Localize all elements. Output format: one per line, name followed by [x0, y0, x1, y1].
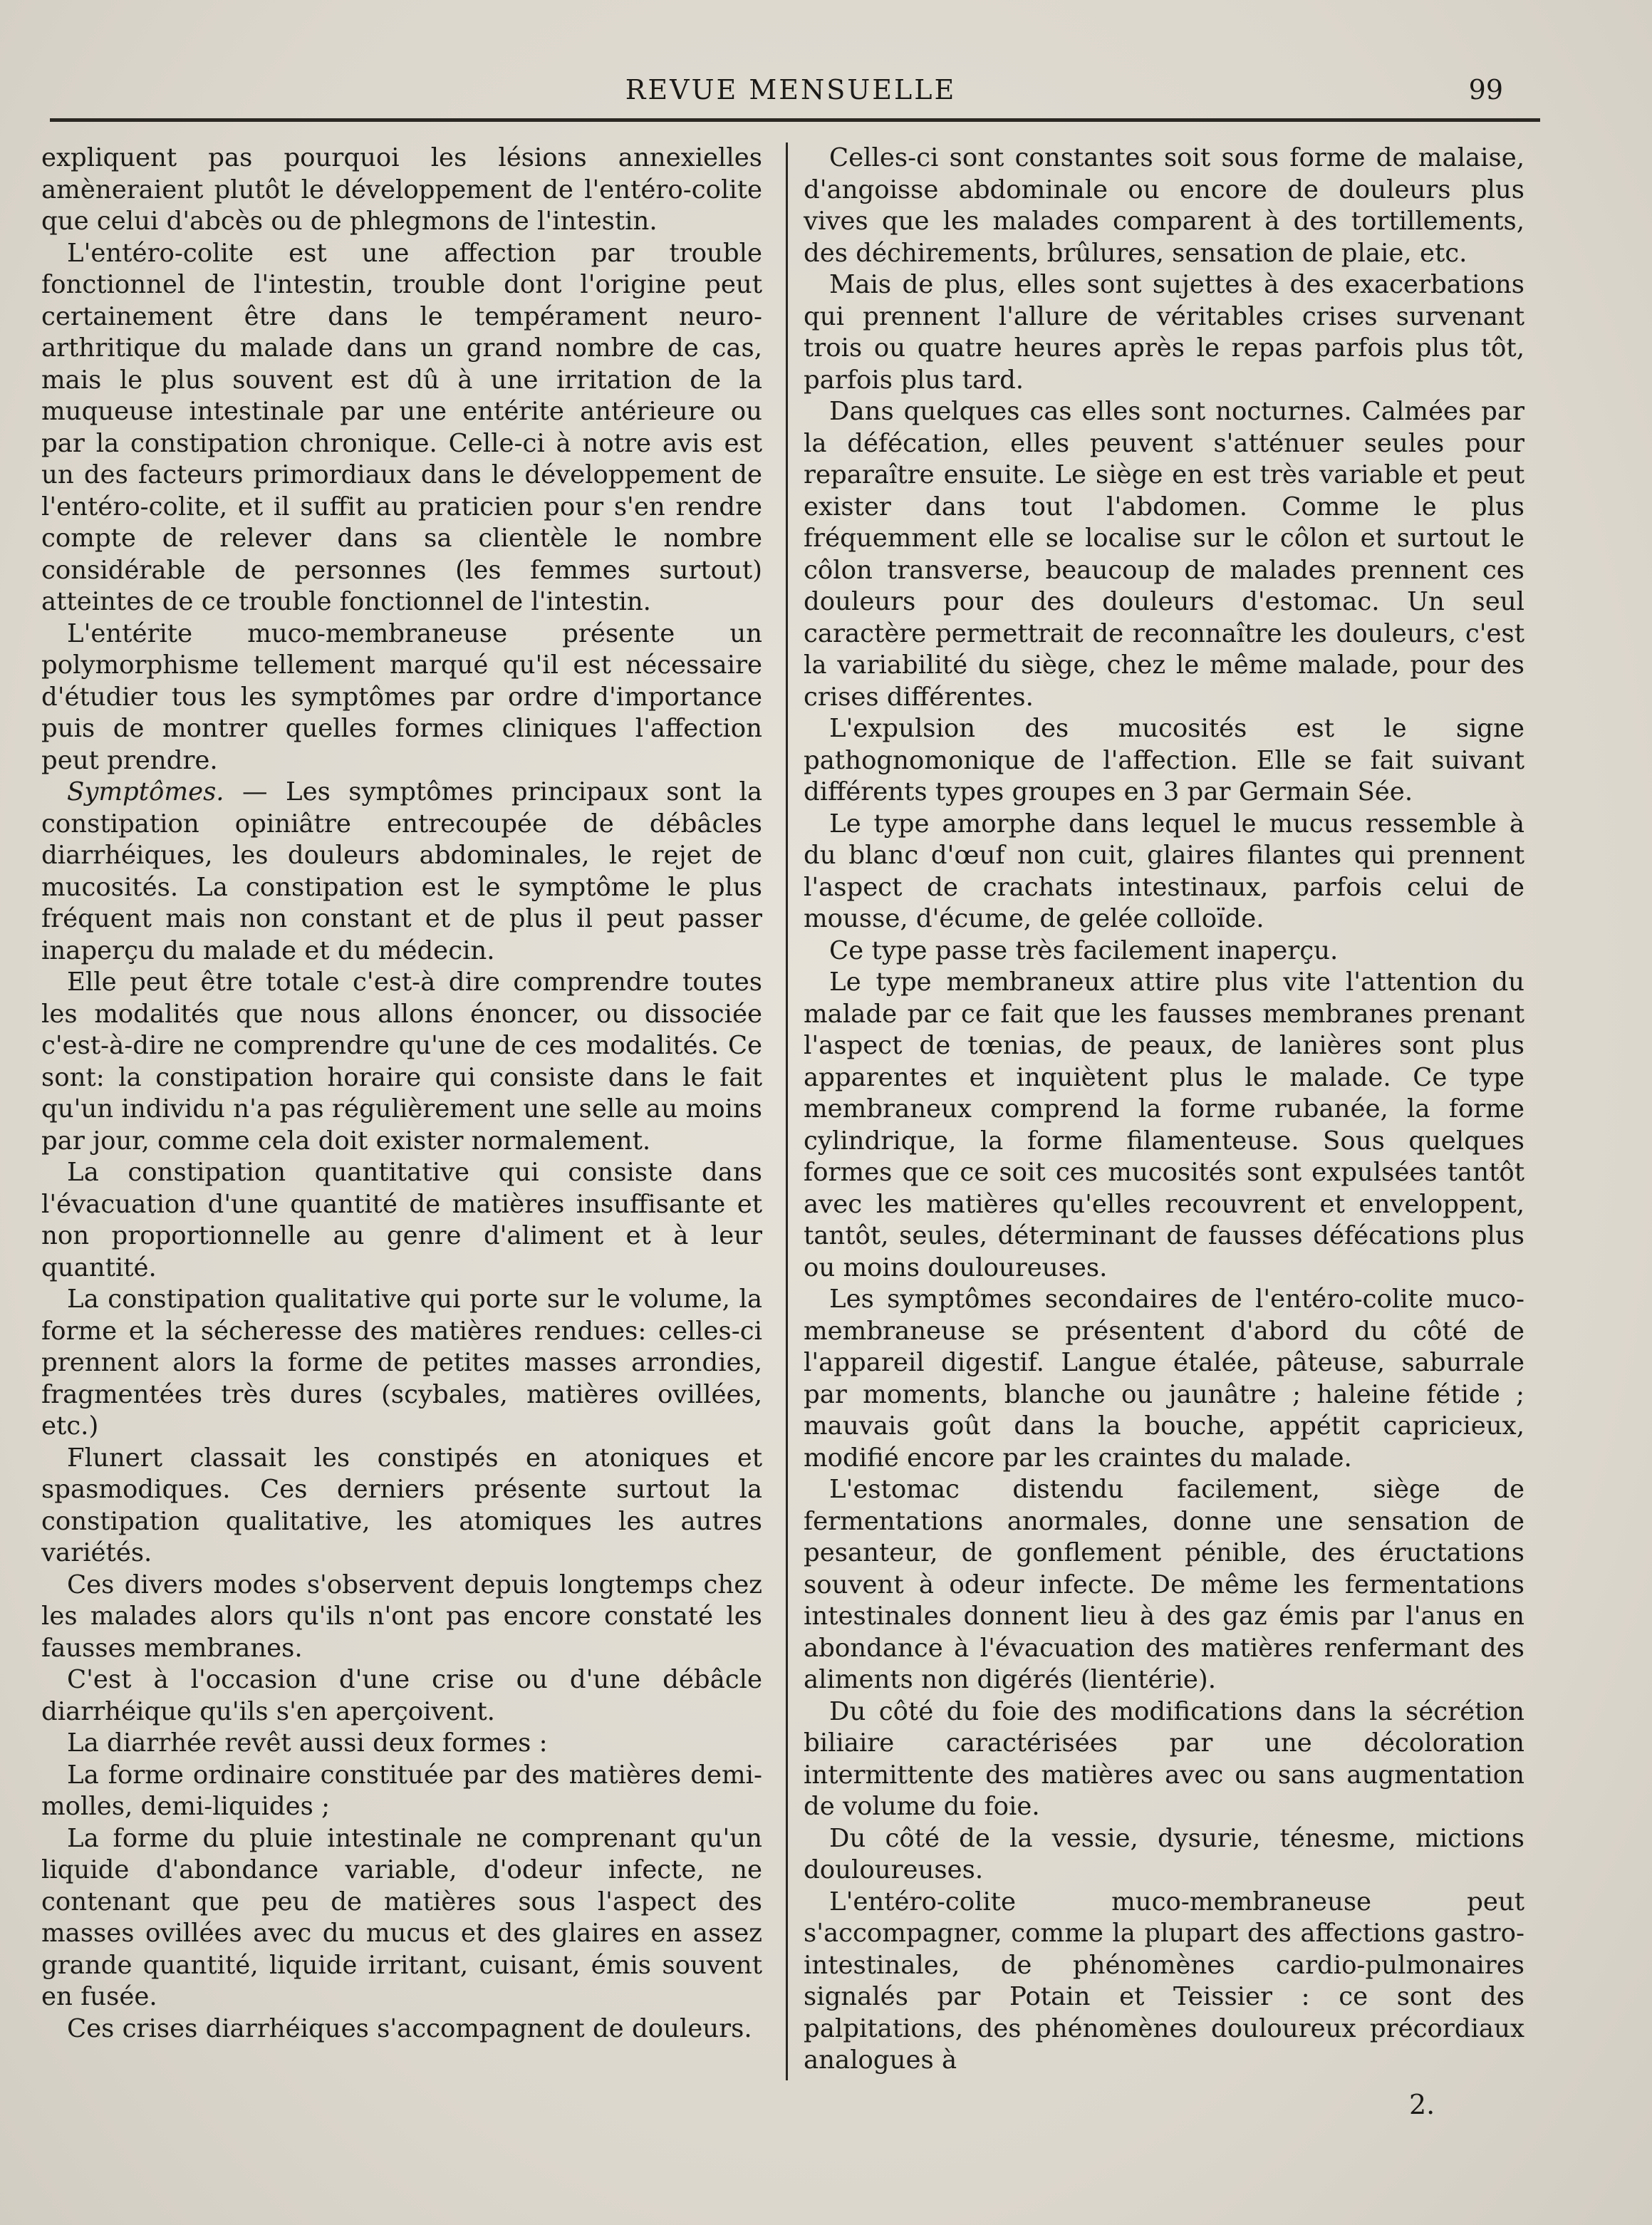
paragraph: Elle peut être totale c'est-à dire comprendre toutes les modalités que nous allons énoncer, ou dissociée c'est-à-dire ne comprendre qu'une de ces modalités. Ce sont: la constipation horaire qui consiste dans le fait qu'un individu n'a pas régulièrement une selle au moins par jour, comme cela doit exister normalement.: [41, 968, 762, 1156]
paragraph: Du côté du foie des modifications dans la sécrétion biliaire caractérisées par une décoloration intermittente des matières avec ou sans augmentation de volume du foie.: [804, 1696, 1524, 1821]
paragraph: L'entérite muco-membraneuse présente un polymorphisme tellement marqué qu'il est nécessaire d'étudier tous les symptômes par ordre d'importance puis de montrer quelles formes cliniques l'affection peut prendre.: [41, 618, 762, 775]
page-number: 99: [1468, 74, 1503, 105]
paragraph: Du côté de la vessie, dysurie, ténesme, mictions douloureuses.: [804, 1823, 1524, 1884]
paragraph: L'expulsion des mucosités est le signe pathognomonique de l'affection. Elle se fait suivant différents types groupes en 3 par Germain Sée.: [804, 714, 1524, 807]
paragraph-symptomes: [41, 777, 762, 967]
paragraph: expliquent pas pourquoi les lésions annexielles amèneraient plutôt le développement de l'entéro-colite que celui d'abcès ou de phlegmons de l'intestin.: [41, 143, 762, 236]
header-rule: [50, 118, 1540, 122]
paragraph-text: — Les symptômes principaux sont la constipation opiniâtre entrecoupée de débâcles diarrhéiques, les douleurs abdominales, le rejet de mucosités. La constipation est le symptôme le plus fréquent mais non constant et de plus il peut passer inaperçu du malade et du médecin.: [41, 777, 762, 965]
paragraph: Flunert classait les constipés en atoniques et spasmodiques. Ces derniers présente surtout la constipation qualitative, les atomiques les autres variétés.: [41, 1443, 762, 1567]
paragraph: L'entéro-colite muco-membraneuse peut s'accompagner, comme la plupart des affections gastro-intestinales, de phénomènes cardio-pulmonaires signalés par Potain et Teissier : ce sont des palpitations, des phénomènes douloureux précordiaux analogues à: [804, 1887, 1524, 2075]
paragraph: Le type amorphe dans lequel le mucus ressemble à du blanc d'œuf non cuit, glaires filantes qui prennent l'aspect de crachats intestinaux, parfois celui de mousse, d'écume, de gelée colloïde.: [804, 809, 1524, 933]
paragraph: La forme du pluie intestinale ne comprenant qu'un liquide d'abondance variable, d'odeur infecte, ne contenant que peu de matières sous l'aspect des masses ovillées avec du mucus et des glaires en assez grande quantité, liquide irritant, cuisant, émis souvent en fusée.: [41, 1823, 762, 2011]
paragraph: La forme ordinaire constituée par des matières demi-molles, demi-liquides ;: [41, 1760, 762, 1821]
paragraph: La constipation quantitative qui consiste dans l'évacuation d'une quantité de matières insuffisante et non proportionnelle au genre d'aliment et à leur quantité.: [41, 1158, 762, 1282]
paragraph: La constipation qualitative qui porte sur le volume, la forme et la sécheresse des matières rendues: celles-ci prennent alors la forme de petites masses arrondies, fragmentées très dures (scybales, matières ovillées, etc.): [41, 1285, 762, 1441]
running-title: REVUE MENSUELLE: [625, 74, 957, 105]
paragraph: Celles-ci sont constantes soit sous forme de malaise, d'angoisse abdominale ou encore de douleurs plus vives que les malades comparent à des tortillements, des déchirements, brûlures, sensation de plaie, etc.: [804, 143, 1524, 268]
signature-mark: 2.: [1409, 2089, 1435, 2120]
paragraph: Le type membraneux attire plus vite l'attention du malade par ce fait que les fausses membranes prenant l'aspect de tœnias, de peaux, de lanières sont plus apparentes et inquiètent plus le malade. Ce type membraneux comprend la forme rubanée, la forme cylindrique, la forme filamenteuse. Sous quelques formes que ce soit ces mucosités sont expulsées tantôt avec les matières qu'elles recouvrent et enveloppent, tantôt, seules, déterminant de fausses défécations plus ou moins douloureuses.: [804, 968, 1524, 1282]
paragraph: La diarrhée revêt aussi deux formes :: [67, 1728, 548, 1758]
left-column: [41, 142, 762, 2045]
paragraph: Ces crises diarrhéiques s'accompagnent de douleurs.: [67, 2013, 752, 2043]
paragraph: L'entéro-colite est une affection par trouble fonctionnel de l'intestin, trouble dont l'origine peut certainement être dans le tempérament neuro-arthritique du malade dans un grand nombre de cas, mais le plus souvent est dû à une irritation de la muqueuse intestinale par une entérite antérieure ou par la constipation chronique. Celle-ci à notre avis est un des facteurs primordiaux dans le développement de l'entéro-colite, et il suffit au praticien pour s'en rendre compte de relever dans sa clientèle le nombre considérable de personnes (les femmes surtout) atteintes de ce trouble fonctionnel de l'intestin.: [41, 238, 762, 616]
paragraph: Les symptômes secondaires de l'entéro-colite muco-membraneuse se présentent d'abord du côté de l'appareil digestif. Langue étalée, pâteuse, saburrale par moments, blanche ou jaunâtre ; haleine fétide ; mauvais goût dans la bouche, appétit capricieux, modifié encore par les craintes du malade.: [804, 1285, 1524, 1473]
paragraph: Ce type passe très facilement inaperçu.: [829, 935, 1339, 965]
paragraph: Dans quelques cas elles sont nocturnes. Calmées par la défécation, elles peuvent s'atténuer seules pour reparaître ensuite. Le siège en est très variable et peut exister dans tout l'abdomen. Comme le plus fréquemment elle se localise sur le côlon et surtout le côlon transverse, beaucoup de malades prennent ces douleurs pour des douleurs d'estomac. Un seul caractère permettrait de reconnaître les douleurs, c'est la variabilité du siège, chez le même malade, pour des crises différentes.: [804, 397, 1524, 712]
column-divider: [786, 142, 788, 2080]
section-heading-symptomes: Symptômes.: [67, 777, 224, 807]
paragraph: L'estomac distendu facilement, siège de fermentations anormales, donne une sensation de pesanteur, de gonflement pénible, des éructations souvent à odeur infecte. De même les fermentations intestinales donnent lieu à des gaz émis par l'anus en abondance à l'évacuation des matières renfermant des aliments non digérés (lientérie).: [804, 1475, 1524, 1694]
right-column: [804, 142, 1524, 2077]
paragraph: Mais de plus, elles sont sujettes à des exacerbations qui prennent l'allure de véritables crises survenant trois ou quatre heures après le repas parfois plus tôt, parfois plus tard.: [804, 270, 1524, 395]
paragraph: Ces divers modes s'observent depuis longtemps chez les malades alors qu'ils n'ont pas encore constaté les fausses membranes.: [41, 1570, 762, 1663]
paragraph: C'est à l'occasion d'une crise ou d'une débâcle diarrhéique qu'ils s'en aperçoivent.: [41, 1665, 762, 1726]
running-head: [50, 70, 1532, 110]
